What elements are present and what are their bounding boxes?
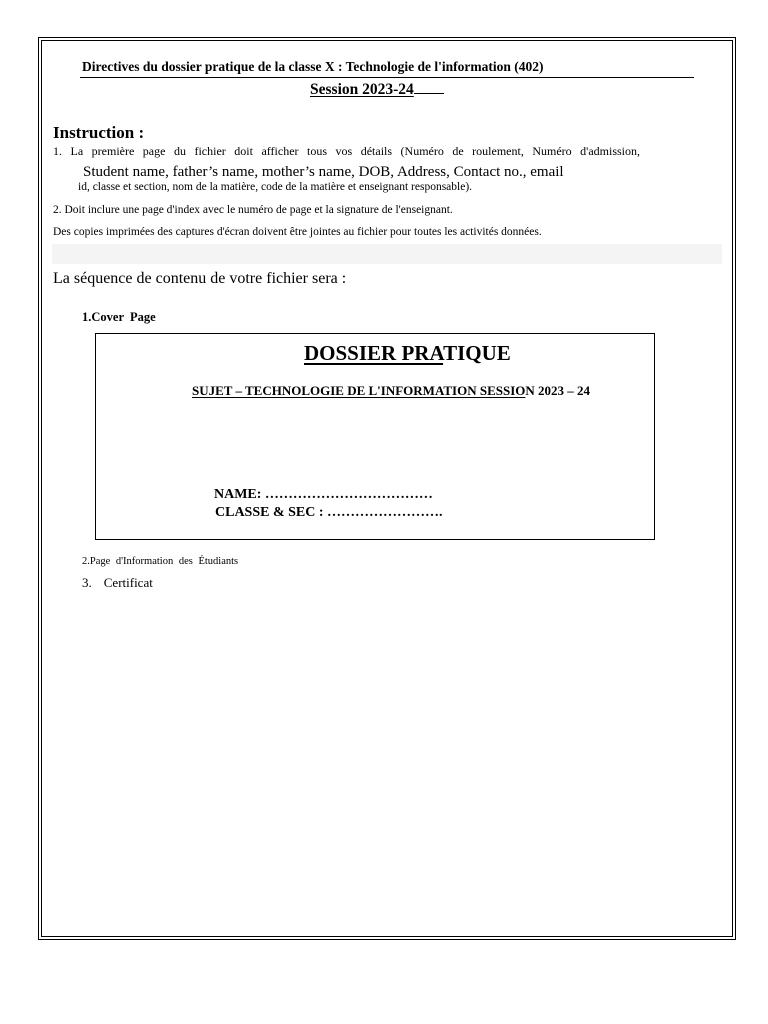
cover-title bbox=[304, 341, 511, 366]
instruction-item-2: 2. Doit inclure une page d'index avec le numéro de page et la signature de l'enseignant. bbox=[53, 204, 453, 216]
document-title: Directives du dossier pratique de la classe X : Technologie de l'information (402) bbox=[82, 59, 544, 74]
instruction-copies-note: Des copies imprimées des captures d'écran doivent être jointes au fichier pour toutes les activités données. bbox=[53, 226, 542, 238]
cover-subject bbox=[192, 383, 590, 399]
header-rule bbox=[80, 77, 694, 78]
session-underline bbox=[414, 81, 444, 94]
instruction-item-1-line-1: 1. La première page du fichier doit afficher tous vos détails (Numéro de roulement, Numéro d'admission, bbox=[53, 144, 640, 158]
sequence-item-2: 2.Page d'Information des Étudiants bbox=[82, 556, 239, 567]
sequence-intro: La séquence de contenu de votre fichier sera : bbox=[53, 270, 347, 287]
cover-class-line: CLASSE & SEC : ……………………. bbox=[215, 505, 443, 520]
cover-subject-underlined: SUJET – TECHNOLOGIE DE L'INFORMATION SESSIO bbox=[192, 383, 526, 398]
cover-title-underlined: DOSSIER PRA bbox=[304, 341, 444, 365]
sequence-item-3 bbox=[82, 575, 153, 591]
shaded-band bbox=[52, 244, 722, 264]
sequence-item-1: 1.Cover Page bbox=[82, 310, 156, 324]
instruction-heading: Instruction : bbox=[53, 123, 145, 142]
sequence-item-3-text: Certificat bbox=[103, 575, 153, 590]
cover-title-rest: TIQUE bbox=[443, 341, 511, 365]
cover-subject-rest: N 2023 – 24 bbox=[525, 383, 591, 398]
instruction-item-1-line-2: Student name, father’s name, mother’s name, DOB, Address, Contact no., email bbox=[83, 164, 564, 180]
sequence-item-3-number: 3. bbox=[82, 575, 92, 590]
session-label bbox=[310, 81, 444, 99]
instruction-item-1-line-3: id, classe et section, nom de la matière, code de la matière et enseignant responsable). bbox=[78, 181, 473, 193]
cover-name-line: NAME: ……………………………… bbox=[214, 487, 433, 502]
session-text: Session 2023-24 bbox=[310, 81, 414, 98]
